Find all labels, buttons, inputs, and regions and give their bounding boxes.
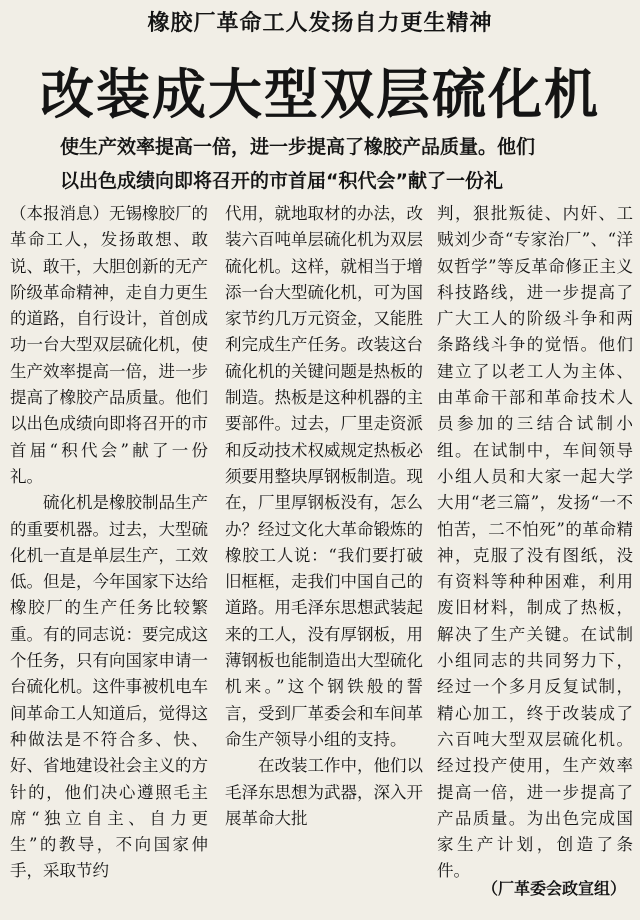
paragraph-background: 硫化机是橡胶制品生产的重要机器。过去，大型硫化机一直是单层生产，工效低。但是，今年国家下达给橡胶厂的生产任务比较繁重。有的同志说：要完成这个任务，只有向国家申请一台硫化机。这件事被机电车间革命工人知道后，觉得这种做法是不符合多、快、好、省地建设社会主义的方针的，他们决心遵照毛主席“独立自主、自力更生”的教导，不向国家伸手，采取节约 xyxy=(10,493,208,881)
byline-signature: （厂革委会政宣组） xyxy=(481,879,626,898)
subheadline-line-1: 使生产效率提高一倍，进一步提高了橡胶产品质量。他们 xyxy=(60,136,536,158)
article-column-2 xyxy=(225,201,423,832)
kicker-headline: 橡胶厂革命工人发扬自力更生精神 xyxy=(147,11,493,36)
article-column-3 xyxy=(437,201,633,885)
main-headline: 改装成大型双层硫化机 xyxy=(40,63,600,126)
paragraph-result: 判，狠批叛徒、内奸、工贼刘少奇“专家治厂”、“洋奴哲学”等反革命修正主义科技路线，进一步提高了广大工人的阶级斗争和两条路线斗争的觉悟。他们建立了以老工人为主体、由革命干部和革命技术人员参加的三结合试制小组。在试制中，车间领导小组人员和大家一起大学大用“老三篇”，发扬“一不怕苦，二不怕死”的革命精神，克服了没有图纸，没有资料等种种困难，利用废旧材料，制成了热板，解决了生产关键。在试制小组同志的共同努力下，经过一个多月反复试制，精心加工，终于改装成了六百吨大型双层硫化机。经过投产使用，生产效率提高一倍，进一步提高了产品质量。为出色完成国家生产计划，创造了条件。 xyxy=(437,204,633,881)
subheadline xyxy=(60,130,620,198)
paragraph-work: 在改装工作中，他们以毛泽东思想为武器，深入开展革命大批 xyxy=(225,756,423,828)
paragraph-intro: （本报消息）无锡橡胶厂的革命工人，发扬敢想、敢说、敢干，大胆创新的无产阶级革命精神，走自力更生的道路，自行设计，首创成功一台大型双层硫化机，使生产效率提高一倍，进一步提高了橡胶产品质量。他们以出色成绩向即将召开的市首届“积代会”献了一份礼。 xyxy=(10,204,208,486)
article-column-1 xyxy=(10,201,208,885)
paragraph-plan: 代用，就地取材的办法，改装六百吨单层硫化机为双层硫化机。这样，就相当于增添一台大型硫化机，可为国家节约几万元资金，又能胜利完成生产任务。改装这台硫化机的关键问题是热板的制造。热板是这种机器的主要部件。过去，厂里走资派和反动技术权威规定热板必须要用整块厚钢板制造。现在，厂里厚钢板没有，怎么办？经过文化大革命锻炼的橡胶工人说：“我们要打破旧框框，走我们中国自己的道路。用毛泽东思想武装起来的工人，没有厚钢板，用薄钢板也能制造出大型硫化机来。”这个钢铁般的誓言，受到厂革委会和车间革命生产领导小组的支持。 xyxy=(225,204,423,749)
subheadline-line-2: 以出色成绩向即将召开的市首届“积代会”献了一份礼 xyxy=(60,170,503,192)
